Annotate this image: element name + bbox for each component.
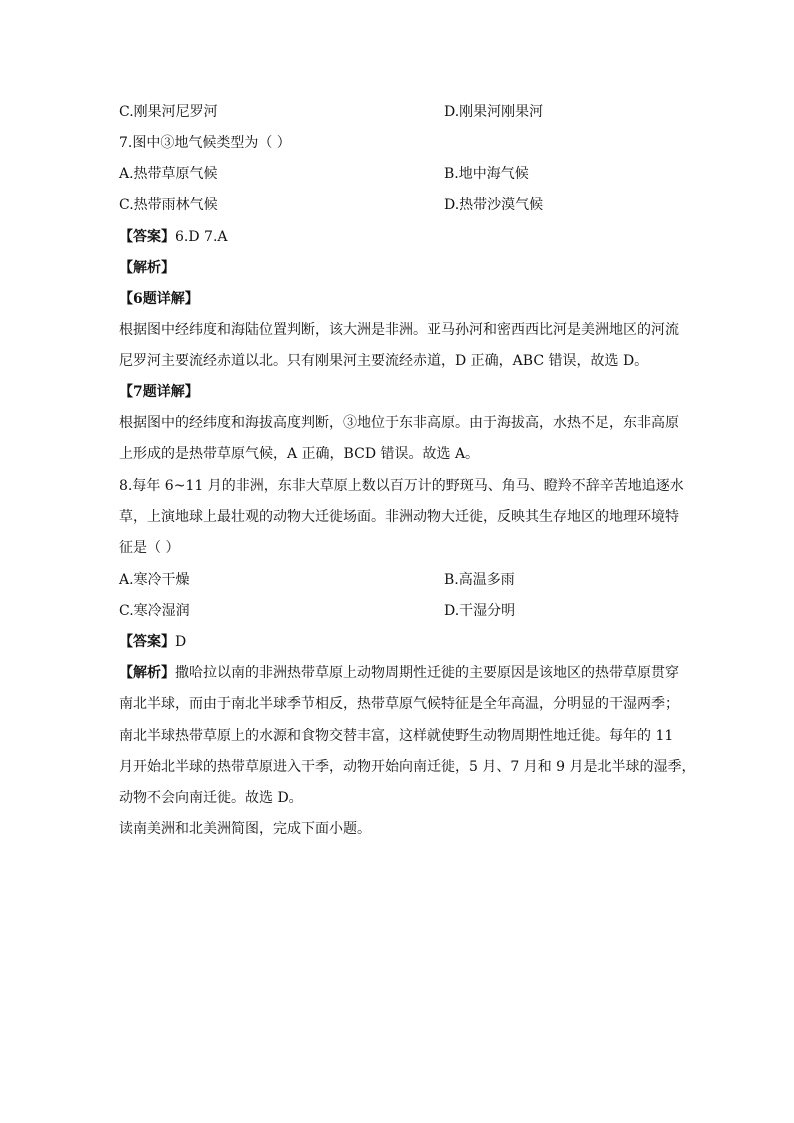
q6-detail-line: 尼罗河主要流经赤道以北。只有刚果河主要流经赤道，D 正确，ABC 错误，故选 D。	[119, 353, 649, 369]
q7-option-d: D.热带沙漠气候	[444, 197, 544, 213]
q8-stem-line: 征是（ ）	[119, 540, 180, 556]
answer-label: 【答案】	[119, 229, 175, 245]
q8-stem-line: 草，上演地球上最壮观的动物大迁徙场面。非洲动物大迁徙，反映其生存地区的地理环境特	[119, 509, 679, 525]
q6-option-c: C.刚果河尼罗河	[119, 104, 218, 120]
q8-option-a: A.寒冷干燥	[119, 572, 190, 588]
q8-option-d: D.干湿分明	[444, 603, 516, 619]
answer-value: D	[175, 634, 187, 650]
analysis-label: 【解析】	[119, 665, 175, 681]
q8-stem-line: 8.每年 6~11 月的非洲，东非大草原上数以百万计的野斑马、角马、瞪羚不辞辛苦地追逐水	[119, 478, 684, 494]
q8-option-b: B.高温多雨	[444, 572, 515, 588]
answer-label: 【答案】	[119, 634, 175, 650]
q6-detail-label: 【6题详解】	[119, 291, 199, 307]
analysis-8-line: 月开始北半球的热带草原进入干季，动物开始向南迁徙，5 月、7 月和 9 月是北半球的湿季，	[119, 759, 696, 775]
analysis-8-line: 动物不会向南迁徙。故选 D。	[119, 790, 303, 806]
analysis-8-line: 南北半球热带草原上的水源和食物交替丰富，这样就使野生动物周期性地迁徙。每年的 11	[119, 728, 674, 744]
q7-option-a: A.热带草原气候	[119, 166, 218, 182]
q7-detail-label: 【7题详解】	[119, 384, 199, 400]
analysis-8-line	[119, 663, 679, 683]
q6-option-d: D.刚果河刚果河	[444, 104, 544, 120]
analysis-8-line: 南北半球，而由于南北半球季节相反，热带草原气候特征是全年高温，分明显的干湿两季；	[119, 696, 679, 712]
answer-8-line	[119, 632, 679, 652]
next-section-intro: 读南美洲和北美洲简图，完成下面小题。	[119, 821, 371, 837]
analysis-label: 【解析】	[119, 260, 175, 276]
q6-detail-line: 根据图中经纬度和海陆位置判断，该大洲是非洲。亚马孙河和密西西比河是美洲地区的河流	[119, 322, 679, 338]
q8-option-c: C.寒冷湿润	[119, 603, 190, 619]
q7-option-b: B.地中海气候	[444, 166, 529, 182]
q7-option-c: C.热带雨林气候	[119, 197, 218, 213]
q7-detail-line: 根据图中的经纬度和海拔高度判断，③地位于东非高原。由于海拔高，水热不足，东非高原	[119, 415, 679, 431]
analysis-text: 撒哈拉以南的非洲热带草原上动物周期性迁徙的主要原因是该地区的热带草原贯穿	[175, 665, 679, 681]
answer-67-line	[119, 227, 679, 247]
q7-stem: 7.图中③地气候类型为（ ）	[119, 135, 291, 151]
q7-detail-line: 上形成的是热带草原气候，A 正确，BCD 错误。故选 A。	[119, 446, 480, 462]
answer-value: 6.D 7.A	[175, 229, 228, 245]
